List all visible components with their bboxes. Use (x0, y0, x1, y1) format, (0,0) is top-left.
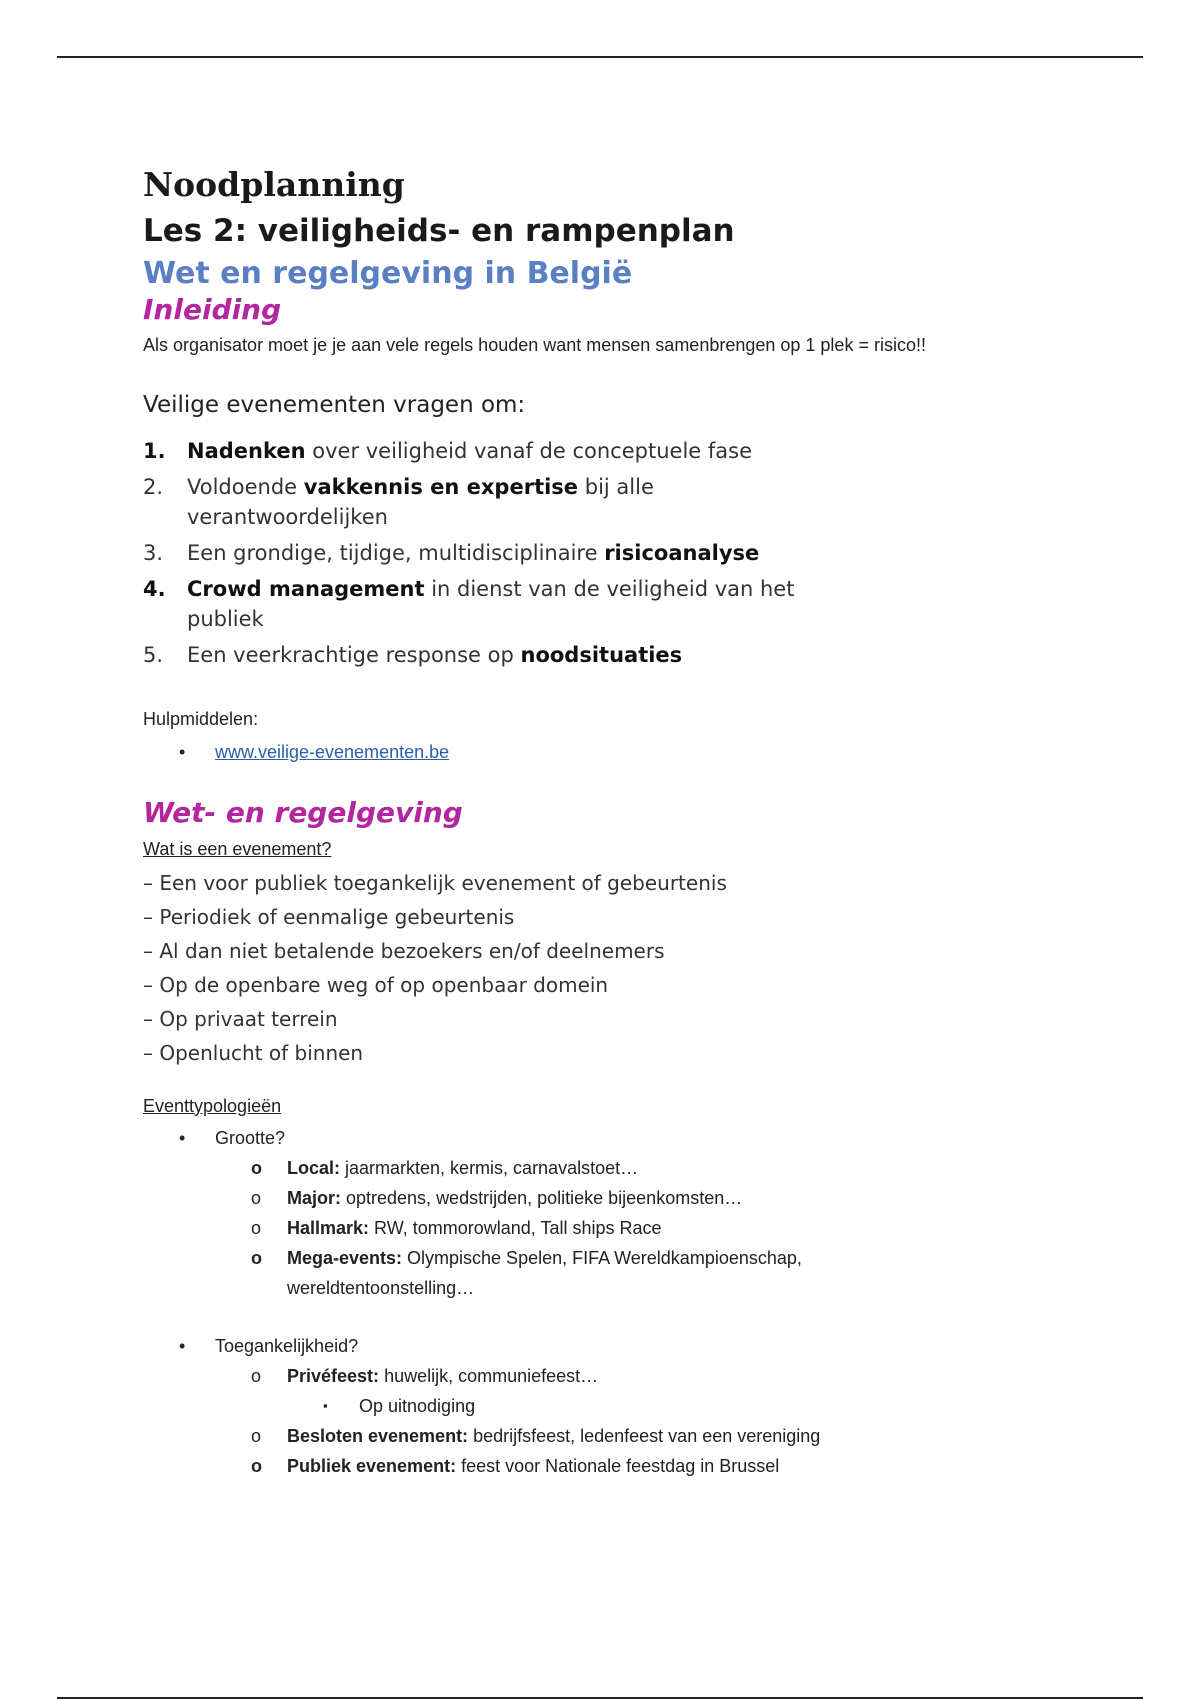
item-term: Major: (287, 1187, 341, 1208)
list-item (215, 1153, 927, 1183)
document-page (143, 165, 1143, 1481)
item-text: jaarmarkten, kermis, carnavalstoet… (340, 1157, 639, 1178)
list-item (215, 1451, 927, 1481)
typologies-heading: Eventtypologieën (143, 1095, 282, 1116)
bullet-icon: • (179, 741, 186, 762)
list-item (215, 1213, 927, 1243)
item-term: Besloten evenement: (287, 1425, 469, 1446)
list-item (215, 1361, 927, 1421)
item-text: feest voor Nationale feestdag in Brussel (456, 1455, 780, 1476)
item-term: Mega-events: (287, 1247, 403, 1268)
list-item: – Periodiek of eenmalige gebeurtenis (143, 904, 515, 929)
item-term: Local: (287, 1157, 341, 1178)
resource-link[interactable]: www.veilige-evenementen.be (215, 741, 450, 762)
list-item (287, 1391, 927, 1421)
header-rule (57, 56, 1143, 58)
list-text: Een grondige, tijdige, multidisciplinaire (187, 540, 605, 565)
list-item (143, 436, 847, 466)
circle-bullet-icon: o (251, 1455, 262, 1476)
bullet-icon: • (179, 1127, 186, 1148)
list-item (143, 538, 847, 568)
list-bold: Nadenken (187, 438, 306, 463)
list-number: 4. (143, 576, 166, 601)
list-item (215, 1243, 927, 1303)
list-item (143, 574, 847, 634)
item-text: bedrijfsfeest, ledenfeest van een vereniging (468, 1425, 821, 1446)
circle-bullet-icon: o (251, 1247, 262, 1268)
private-sublist (287, 1391, 927, 1421)
size-label: Grootte? (215, 1127, 286, 1148)
item-text: huwelijk, communiefeest… (379, 1365, 599, 1386)
list-item (143, 640, 847, 670)
circle-bullet-icon: o (251, 1365, 262, 1386)
heading-regulation: Wet- en regelgeving (143, 795, 463, 829)
footer-rule (57, 1697, 1143, 1699)
list-item (215, 1183, 927, 1213)
list-item (143, 472, 847, 532)
list-bold: risicoanalyse (604, 540, 760, 565)
size-sublist (215, 1153, 1143, 1303)
list-text: Voldoende (187, 474, 304, 499)
circle-bullet-icon: o (251, 1425, 262, 1446)
list-item: – Op privaat terrein (143, 1006, 338, 1031)
doc-title: Noodplanning (143, 165, 405, 204)
circle-bullet-icon: o (251, 1157, 262, 1178)
item-term: Hallmark: (287, 1217, 370, 1238)
list-bold: vakkennis en expertise (303, 474, 579, 499)
item-term: Publiek evenement: (287, 1455, 457, 1476)
resources-list (143, 738, 1143, 767)
list-item (143, 1331, 1143, 1481)
list-number: 2. (143, 474, 164, 499)
what-is-event-heading: Wat is een evenement? (143, 838, 332, 859)
bullet-icon: • (179, 1335, 186, 1356)
doc-subtitle: Les 2: veiligheids- en rampenplan (143, 213, 735, 249)
access-label: Toegankelijkheid? (215, 1335, 359, 1356)
list-item: – Al dan niet betalende bezoekers en/of deelnemers (143, 938, 665, 963)
item-text: optredens, wedstrijden, politieke bijeenkomsten… (341, 1187, 743, 1208)
list-item (143, 1123, 1143, 1303)
list-number: 1. (143, 438, 166, 463)
list-item: – Openlucht of binnen (143, 1040, 364, 1065)
resources-label: Hulpmiddelen: (143, 708, 259, 729)
item-text: Op uitnodiging (359, 1395, 476, 1416)
square-bullet-icon: ▪ (323, 1397, 328, 1413)
list-bold: noodsituaties (520, 642, 683, 667)
safe-events-heading: Veilige evenementen vragen om: (143, 391, 526, 418)
item-text: RW, tommorowland, Tall ships Race (369, 1217, 662, 1238)
list-item (215, 1421, 927, 1451)
list-bold: Crowd management (187, 576, 425, 601)
item-term: Privéfeest: (287, 1365, 380, 1386)
access-sublist (215, 1361, 1143, 1481)
heading-intro: Inleiding (143, 293, 282, 326)
intro-paragraph: Als organisator moet je je aan vele regels houden want mensen samenbrengen op 1 plek = risico!! (143, 335, 926, 355)
list-item: – Op de openbare weg of op openbaar domein (143, 972, 609, 997)
list-text: Een veerkrachtige response op (187, 642, 521, 667)
requirements-list (143, 436, 1143, 670)
list-item (143, 738, 1143, 767)
circle-bullet-icon: o (251, 1187, 262, 1208)
circle-bullet-icon: o (251, 1217, 262, 1238)
list-item: – Een voor publiek toegankelijk evenement of gebeurtenis (143, 870, 727, 895)
typologies-list (143, 1123, 1143, 1481)
heading-law-belgium: Wet en regelgeving in België (143, 256, 633, 291)
item-text: Olympische Spelen, FIFA Wereldkampioenschap, wereldtentoonstelling… (287, 1247, 802, 1298)
list-number: 5. (143, 642, 164, 667)
event-definition-list (143, 866, 1143, 1070)
list-text: in dienst van de veiligheid van het publiek (187, 576, 795, 631)
list-text: bij alle verantwoordelijken (187, 474, 654, 529)
list-number: 3. (143, 540, 164, 565)
list-text: over veiligheid vanaf de conceptuele fase (305, 438, 752, 463)
